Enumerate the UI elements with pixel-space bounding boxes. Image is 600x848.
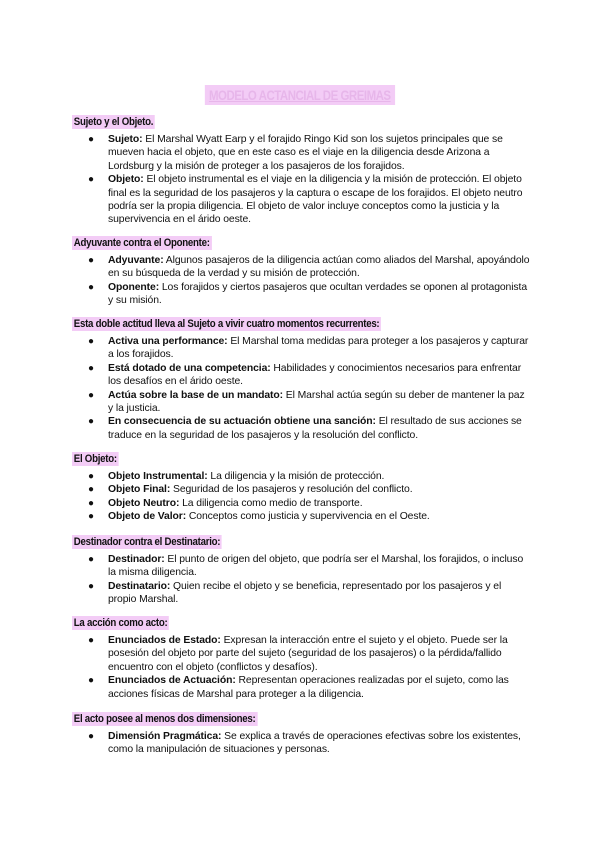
item-label: En consecuencia de su actuación obtiene una sanción: (108, 416, 376, 428)
section-heading: El Objeto: (73, 453, 117, 465)
item-text: El Marshal toma medidas para proteger a los pasajeros y capturar a los forajidos. (108, 336, 529, 361)
list-item (88, 415, 530, 442)
item-label: Destinador: (108, 554, 165, 565)
list-item (88, 580, 530, 607)
item-label: Sujeto: (108, 134, 143, 145)
item-text: El objeto instrumental es el viaje en la diligencia y la misión de protección. El objeto final es la seguridad de los pasajeros y la captura o escape de los forajidos. El objeto neutro podría ser la propia diligencia. El objeto de valor incluye conceptos como la justicia y la supervivencia en el árido oeste. (108, 174, 523, 226)
bullet-icon: ● (88, 635, 94, 646)
title-container (0, 85, 600, 105)
item-text: El Marshal Wyatt Earp y el forajido Ringo Kid son los sujetos principales que se mueven hacia el objeto, que en este caso es el viaje en la diligencia desde Arizona a Lordsburg y la misión de proteger a los pasajeros de los forajidos. (108, 134, 503, 172)
bullet-icon: ● (88, 336, 94, 347)
item-text: La diligencia y la misión de protección. (207, 471, 385, 482)
item-text: Los forajidos y ciertos pasajeros que ocultan verdades se oponen al protagonista y su misión. (108, 281, 527, 307)
list-item (88, 335, 530, 362)
item-label: Objeto de Valor: (108, 511, 187, 523)
item-label: Enunciados de Estado: (108, 635, 221, 646)
item-text: El resultado de sus acciones se traduce en la seguridad de los pasajeros y la resolución del conflicto. (108, 416, 522, 441)
bullet-icon: ● (88, 484, 94, 496)
item-text: Quien recibe el objeto y se beneficia, representado por los pasajeros y el propio Marshal. (108, 580, 502, 606)
bullet-list (0, 634, 600, 701)
bullet-list (0, 133, 600, 227)
list-item (88, 553, 530, 580)
list-item (88, 470, 530, 483)
bullet-icon: ● (88, 580, 94, 592)
item-label: Activa una performance: (108, 336, 228, 347)
section-heading: Sujeto y el Objeto. (73, 116, 154, 128)
section-dimensiones (0, 709, 600, 757)
item-label: Enunciados de Actuación: (108, 675, 236, 687)
item-label: Objeto: (108, 174, 144, 186)
item-label: Está dotado de una competencia: (108, 362, 271, 374)
bullet-icon: ● (88, 255, 94, 266)
bullet-icon: ● (88, 281, 94, 293)
bullet-list (0, 470, 600, 524)
bullet-icon: ● (88, 471, 94, 482)
bullet-icon: ● (88, 416, 94, 428)
bullet-icon: ● (88, 362, 94, 374)
bullet-icon: ● (88, 731, 94, 742)
list-item (88, 254, 530, 281)
item-text: Conceptos como justicia y supervivencia en el Oeste. (186, 511, 430, 523)
section-el-objeto (0, 449, 600, 524)
list-item (88, 510, 530, 523)
bullet-icon: ● (88, 174, 94, 186)
bullet-icon: ● (88, 511, 94, 523)
item-label: Objeto Final: (108, 484, 171, 496)
list-item (88, 674, 530, 701)
item-text: Representan operaciones realizadas por el sujeto, como las acciones físicas de Marshal para proteger a la diligencia. (108, 675, 509, 700)
item-label: Objeto Neutro: (108, 497, 180, 509)
item-text: Se explica a través de operaciones efectivas sobre los existentes, como la manipulación de situaciones y personas. (108, 731, 521, 756)
bullet-list (0, 553, 600, 607)
section-accion-acto (0, 613, 600, 701)
bullet-icon: ● (88, 134, 94, 145)
item-label: Oponente: (108, 281, 160, 293)
document-title: MODELO ACTANCIAL DE GREIMAS (205, 85, 395, 105)
item-text: La diligencia como medio de transporte. (179, 497, 363, 509)
list-item (88, 634, 530, 674)
list-item (88, 389, 530, 416)
section-destinador-destinatario (0, 532, 600, 607)
section-heading: Adyuvante contra el Oponente: (73, 237, 210, 249)
item-text: Habilidades y conocimientos necesarios para enfrentar los desafíos en el árido oeste. (108, 362, 522, 388)
bullet-icon: ● (88, 497, 94, 509)
list-item (88, 362, 530, 389)
section-heading: El acto posee al menos dos dimensiones: (73, 713, 256, 725)
bullet-list (0, 335, 600, 442)
item-label: Actúa sobre la base de un mandato: (108, 389, 284, 401)
item-label: Adyuvante: (108, 255, 164, 266)
bullet-icon: ● (88, 554, 94, 565)
list-item (88, 133, 530, 173)
list-item (88, 173, 530, 227)
section-heading: La acción como acto: (73, 617, 168, 629)
item-label: Destinatario: (108, 580, 171, 592)
item-text: Expresan la interacción entre el sujeto y el objeto. Puede ser la posesión del objeto por parte del sujeto (seguridad de los pasajeros) o la pérdida/fallido encuentro con el objeto (conflictos y desafíos). (108, 635, 508, 673)
list-item (88, 281, 530, 308)
bullet-list (0, 254, 600, 308)
list-item (88, 483, 530, 496)
bullet-list (0, 730, 600, 757)
section-heading: Esta doble actitud lleva al Sujeto a vivir cuatro momentos recurrentes: (73, 318, 380, 330)
item-text: El Marshal actúa según su deber de mantener la paz y la justicia. (108, 389, 525, 415)
section-sujeto-objeto (0, 112, 600, 227)
section-heading: Destinador contra el Destinatario: (73, 536, 221, 548)
item-text: Algunos pasajeros de la diligencia actúan como aliados del Marshal, apoyándolo en su búsqueda de la verdad y su misión de protección. (108, 255, 530, 280)
bullet-icon: ● (88, 389, 94, 401)
item-label: Dimensión Pragmática: (108, 731, 222, 742)
list-item (88, 730, 530, 757)
item-text: Seguridad de los pasajeros y resolución del conflicto. (170, 484, 413, 496)
item-label: Objeto Instrumental: (108, 471, 208, 482)
item-text: El punto de origen del objeto, que podría ser el Marshal, los forajidos, o incluso la misma diligencia. (108, 554, 524, 579)
section-adyuvante-oponente (0, 233, 600, 308)
list-item (88, 497, 530, 510)
section-momentos-recurrentes (0, 314, 600, 442)
bullet-icon: ● (88, 675, 94, 687)
